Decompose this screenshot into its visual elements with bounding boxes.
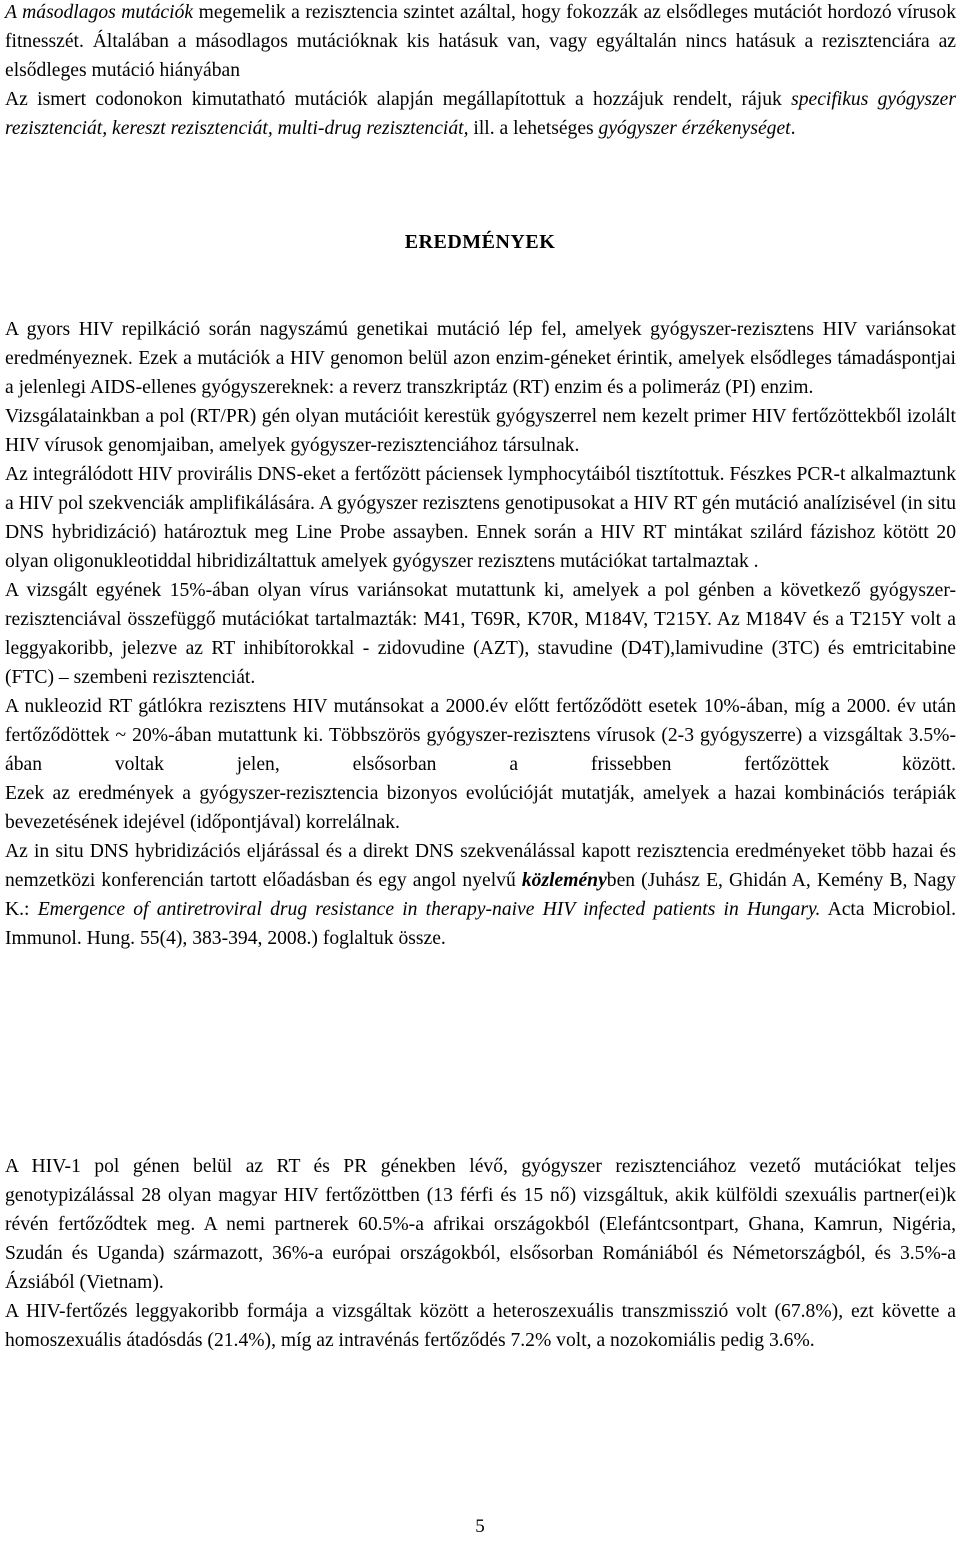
results-paragraph-4: A vizsgált egyének 15%-ában olyan vírus variánsokat mutattunk ki, amelyek a pol génben a következő gyógyszer-rezisztenciával összefüggő mutációkat tartalmazták: M41, T69R, K70R, M184V, T215Y. Az M184V és a T215Y volt a leggyakoribb, jelezve az RT inhibítorokkal - zidovudine (AZT), stavudine (D4T),lamivudine (3TC) és emtricitabine (FTC) – szembeni rezisztenciát. bbox=[5, 580, 956, 688]
publication-title: Emergence of antiretroviral drug resistance in therapy-naive HIV infected patients in Hungary. bbox=[37, 899, 821, 920]
results-paragraph-9: A HIV-fertőzés leggyakoribb formája a vizsgáltak között a heteroszexuális transzmisszió volt (67.8%), ezt követte a homoszexuális átadósdás (21.4%), míg az intravénás fertőződés 7.2% volt, a nozokomiális pedig 3.6%. bbox=[5, 1301, 956, 1351]
results-paragraph-6: Ezek az eredmények a gyógyszer-rezisztencia bizonyos evolúcióját mutatják, amelyek a hazai kombinációs terápiák bevezetésének idejével (időpontjával) korrelálnak. bbox=[5, 783, 956, 833]
intro-paragraph-codons: Az ismert codonokon kimutatható mutációk alapján megállapítottuk a hozzájuk rendelt, rájuk specifikus gyógyszer rezisztenciát, kereszt rezisztenciát, multi-drug rezisztenciát, ill. a lehetséges gyógyszer érzékenységet. bbox=[5, 89, 956, 139]
results-paragraph-8: A HIV-1 pol génen belül az RT és PR génekben lévő, gyógyszer rezisztenciához vezető mutációkat teljes genotypizálással 28 olyan magyar HIV fertőzöttben (13 férfi és 15 nő) vizsgáltuk, akik külföldi szexuális partner(ei)k révén fertőződtek meg. A nemi partnerek 60.5%-a afrikai országokból (Elefántcsontpart, Ghana, Kamrun, Nigéria, Szudán és Uganda) származott, 36%-a európai országokból, elsősorban Romániából és Németországból, és 3.5%-a Ázsiából (Vietnam). bbox=[5, 1156, 956, 1293]
results-paragraph-3: Az integrálódott HIV provirális DNS-eket a fertőzött páciensek lymphocytáiból tisztítottuk. Fészkes PCR-t alkalmaztunk a HIV pol szekvenciák amplifikálására. A gyógyszer rezisztens genotipusokat a HIV RT gén mutáció analízisével (in situ DNS hybridizáció) határoztuk meg Line Probe assayben. Ennek során a HIV RT mintákat szilárd fázishoz kötött 20 olyan oligonukleotiddal hibridizáltattuk amelyek gyógyszer rezisztens mutációkat tartalmaztak . bbox=[5, 464, 956, 572]
partners-section bbox=[5, 1152, 956, 1355]
publication-term: közlemény bbox=[521, 870, 607, 891]
results-paragraph-5: A nukleozid RT gátlókra rezisztens HIV mutánsokat a 2000.év előtt fertőződött esetek 10%-ában, míg a 2000. év után fertőződöttek ~ 20%-ában mutattunk ki. Többszörös gyógyszer-rezisztens vírusok (2-3 gyógyszerre) a vizsgáltak 3.5%-ában voltak jelen, elsősorban a frissebben fertőzöttek között. bbox=[5, 696, 956, 775]
section-heading: EREDMÉNYEK bbox=[404, 231, 556, 253]
results-paragraph-2: Vizsgálatainkban a pol (RT/PR) gén olyan mutációit kerestük gyógyszerrel nem kezelt primer HIV fertőzöttekből izolált HIV vírusok genomjaiban, amelyek gyógyszer-rezisztenciához társulnak. bbox=[5, 406, 956, 456]
intro-paragraph-secondary-mutations: A másodlagos mutációk megemelik a rezisztencia szintet azáltal, hogy fokozzák az elsődleges mutációt hordozó vírusok fitnesszét. Általában a másodlagos mutációknak kis hatásuk van, vagy egyáltalán nincs hatásuk a rezisztenciára az elsődleges mutáció hiányában bbox=[5, 2, 957, 81]
results-paragraph-7: Az in situ DNS hybridizációs eljárással és a direkt DNS szekvenálással kapott rezisztencia eredményeket több hazai és nemzetközi konferencián tartott előadásban és egy angol nyelvű közleményben (Juhász E, Ghidán A, Kemény B, Nagy K.: Emergence of antiretroviral drug resistance in therapy-naive HIV infected patients in Hungary. Acta Microbiol. Immunol. Hung. 55(4), 383-394, 2008.) foglaltuk össze. bbox=[5, 841, 957, 949]
page-number: 5 bbox=[475, 1516, 485, 1537]
intro-section bbox=[5, 0, 956, 143]
results-section bbox=[5, 315, 956, 953]
intro-term-secondary-mutations: A másodlagos mutációk bbox=[5, 2, 194, 23]
results-paragraph-1: A gyors HIV repilkáció során nagyszámú genetikai mutáció lép fel, amelyek gyógyszer-rezisztens HIV variánsokat eredményeznek. Ezek a mutációk a HIV genomon belül azon enzim-géneket érintik, amelyek elsődleges támadáspontjai a jelenlegi AIDS-ellenes gyógyszereknek: a reverz transzkriptáz (RT) enzim és a polimeráz (PI) enzim. bbox=[5, 319, 956, 398]
